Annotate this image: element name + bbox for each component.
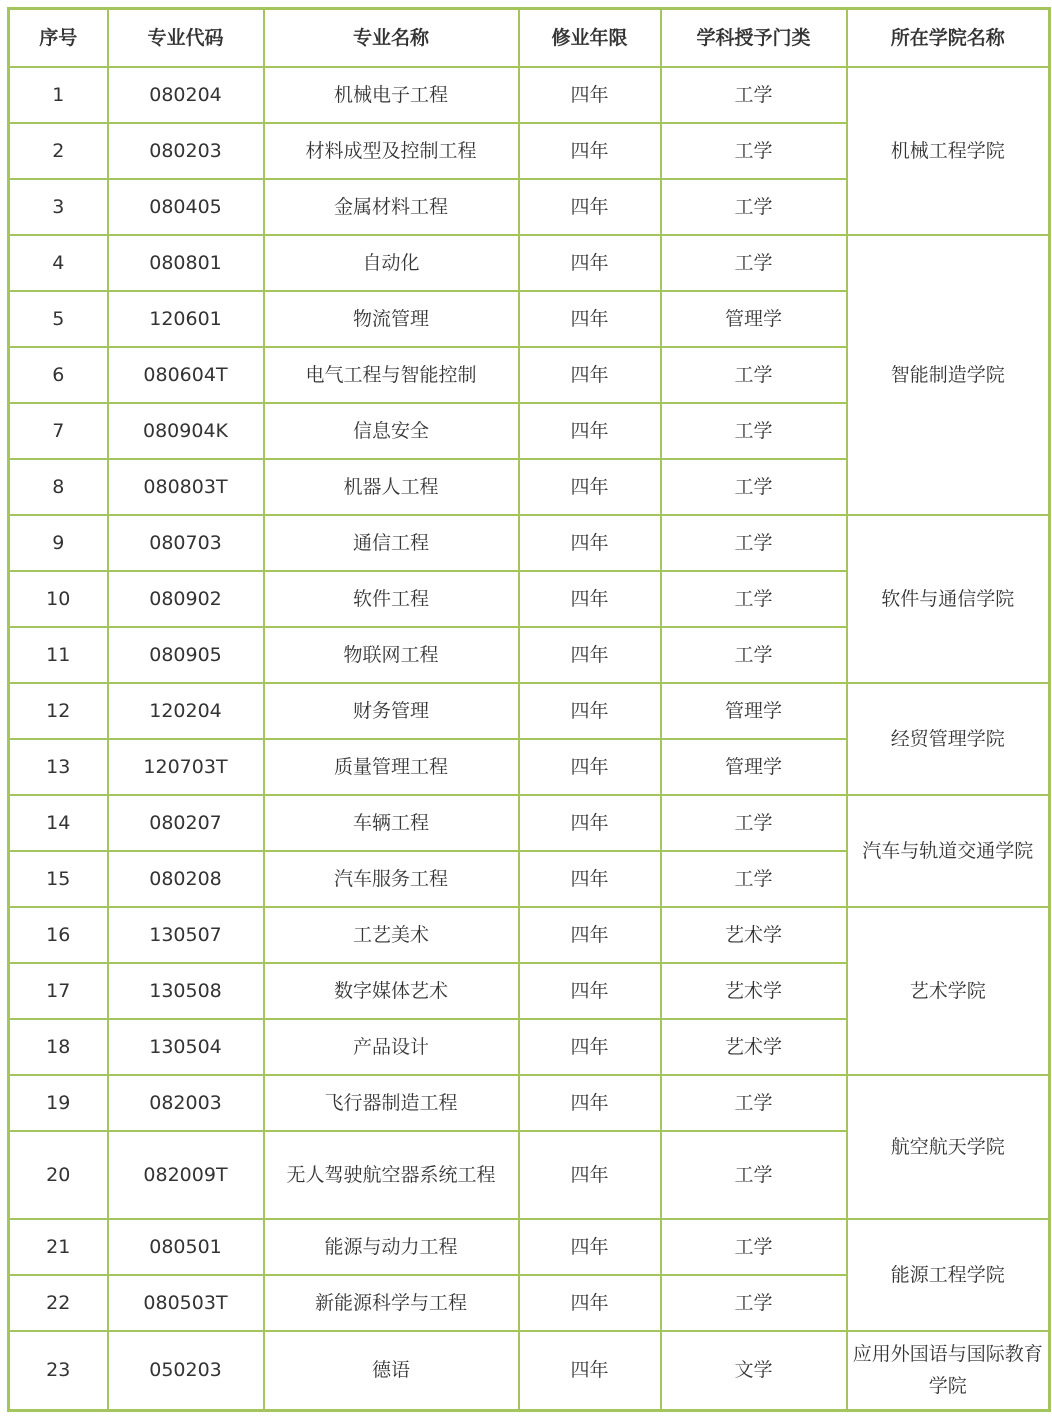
study-years: 四年 [519, 1019, 661, 1075]
study-years: 四年 [519, 67, 661, 123]
major-name: 信息安全 [264, 403, 519, 459]
major-code: 080801 [108, 235, 264, 291]
row-number: 14 [9, 795, 108, 851]
degree-category: 工学 [661, 403, 847, 459]
row-number: 1 [9, 67, 108, 123]
study-years: 四年 [519, 1131, 661, 1219]
degree-category: 工学 [661, 627, 847, 683]
row-number: 17 [9, 963, 108, 1019]
degree-category: 工学 [661, 123, 847, 179]
major-name: 工艺美术 [264, 907, 519, 963]
degree-category: 工学 [661, 1219, 847, 1275]
major-name: 飞行器制造工程 [264, 1075, 519, 1131]
study-years: 四年 [519, 347, 661, 403]
row-number: 19 [9, 1075, 108, 1131]
college-name: 应用外国语与国际教育学院 [847, 1331, 1050, 1411]
major-name: 车辆工程 [264, 795, 519, 851]
major-name: 金属材料工程 [264, 179, 519, 235]
major-name: 机器人工程 [264, 459, 519, 515]
header-code: 专业代码 [108, 9, 264, 67]
study-years: 四年 [519, 1075, 661, 1131]
college-name: 艺术学院 [847, 907, 1050, 1075]
major-name: 无人驾驶航空器系统工程 [264, 1131, 519, 1219]
major-name: 自动化 [264, 235, 519, 291]
study-years: 四年 [519, 235, 661, 291]
row-number: 12 [9, 683, 108, 739]
major-code: 130507 [108, 907, 264, 963]
degree-category: 艺术学 [661, 907, 847, 963]
degree-category: 文学 [661, 1331, 847, 1411]
study-years: 四年 [519, 459, 661, 515]
major-code: 080904K [108, 403, 264, 459]
degree-category: 工学 [661, 851, 847, 907]
degree-category: 管理学 [661, 739, 847, 795]
major-code: 080203 [108, 123, 264, 179]
degree-category: 工学 [661, 795, 847, 851]
major-code: 130504 [108, 1019, 264, 1075]
degree-category: 工学 [661, 1131, 847, 1219]
major-name: 质量管理工程 [264, 739, 519, 795]
major-name: 数字媒体艺术 [264, 963, 519, 1019]
college-name: 航空航天学院 [847, 1075, 1050, 1219]
major-code: 130508 [108, 963, 264, 1019]
row-number: 8 [9, 459, 108, 515]
table-row [9, 907, 1050, 963]
table-row [9, 1331, 1050, 1411]
major-name: 通信工程 [264, 515, 519, 571]
major-code: 080604T [108, 347, 264, 403]
row-number: 22 [9, 1275, 108, 1331]
degree-category: 工学 [661, 1275, 847, 1331]
major-name: 软件工程 [264, 571, 519, 627]
header-no: 序号 [9, 9, 108, 67]
major-name: 产品设计 [264, 1019, 519, 1075]
table-row [9, 515, 1050, 571]
major-code: 120601 [108, 291, 264, 347]
table-body [9, 67, 1050, 1411]
row-number: 23 [9, 1331, 108, 1411]
major-name: 物联网工程 [264, 627, 519, 683]
major-code: 082009T [108, 1131, 264, 1219]
study-years: 四年 [519, 403, 661, 459]
degree-category: 管理学 [661, 291, 847, 347]
major-name: 材料成型及控制工程 [264, 123, 519, 179]
degree-category: 艺术学 [661, 963, 847, 1019]
study-years: 四年 [519, 571, 661, 627]
table-row [9, 235, 1050, 291]
row-number: 10 [9, 571, 108, 627]
major-code: 080703 [108, 515, 264, 571]
row-number: 7 [9, 403, 108, 459]
degree-category: 工学 [661, 235, 847, 291]
row-number: 5 [9, 291, 108, 347]
major-code: 080204 [108, 67, 264, 123]
college-name: 经贸管理学院 [847, 683, 1050, 795]
row-number: 3 [9, 179, 108, 235]
majors-table [7, 7, 1051, 1412]
major-code: 120703T [108, 739, 264, 795]
major-name: 能源与动力工程 [264, 1219, 519, 1275]
major-code: 080207 [108, 795, 264, 851]
college-name: 汽车与轨道交通学院 [847, 795, 1050, 907]
study-years: 四年 [519, 963, 661, 1019]
study-years: 四年 [519, 515, 661, 571]
major-code: 080902 [108, 571, 264, 627]
degree-category: 工学 [661, 179, 847, 235]
major-name: 物流管理 [264, 291, 519, 347]
major-code: 082003 [108, 1075, 264, 1131]
row-number: 16 [9, 907, 108, 963]
row-number: 2 [9, 123, 108, 179]
row-number: 6 [9, 347, 108, 403]
major-code: 080503T [108, 1275, 264, 1331]
major-name: 机械电子工程 [264, 67, 519, 123]
row-number: 9 [9, 515, 108, 571]
row-number: 4 [9, 235, 108, 291]
degree-category: 工学 [661, 571, 847, 627]
study-years: 四年 [519, 627, 661, 683]
table-row [9, 67, 1050, 123]
header-name: 专业名称 [264, 9, 519, 67]
study-years: 四年 [519, 907, 661, 963]
table-row [9, 1219, 1050, 1275]
major-code: 080803T [108, 459, 264, 515]
degree-category: 工学 [661, 67, 847, 123]
study-years: 四年 [519, 851, 661, 907]
degree-category: 艺术学 [661, 1019, 847, 1075]
row-number: 15 [9, 851, 108, 907]
major-code: 120204 [108, 683, 264, 739]
study-years: 四年 [519, 795, 661, 851]
degree-category: 工学 [661, 1075, 847, 1131]
major-code: 080501 [108, 1219, 264, 1275]
header-row [9, 9, 1050, 67]
degree-category: 工学 [661, 459, 847, 515]
major-name: 德语 [264, 1331, 519, 1411]
header-college: 所在学院名称 [847, 9, 1050, 67]
table-row [9, 1075, 1050, 1131]
degree-category: 管理学 [661, 683, 847, 739]
college-name: 软件与通信学院 [847, 515, 1050, 683]
study-years: 四年 [519, 683, 661, 739]
header-category: 学科授予门类 [661, 9, 847, 67]
row-number: 21 [9, 1219, 108, 1275]
major-name: 电气工程与智能控制 [264, 347, 519, 403]
study-years: 四年 [519, 1331, 661, 1411]
major-code: 080405 [108, 179, 264, 235]
college-name: 能源工程学院 [847, 1219, 1050, 1331]
major-name: 新能源科学与工程 [264, 1275, 519, 1331]
college-name: 智能制造学院 [847, 235, 1050, 515]
degree-category: 工学 [661, 347, 847, 403]
study-years: 四年 [519, 291, 661, 347]
major-code: 080208 [108, 851, 264, 907]
study-years: 四年 [519, 1275, 661, 1331]
row-number: 11 [9, 627, 108, 683]
table-row [9, 683, 1050, 739]
study-years: 四年 [519, 1219, 661, 1275]
row-number: 20 [9, 1131, 108, 1219]
major-code: 080905 [108, 627, 264, 683]
college-name: 机械工程学院 [847, 67, 1050, 235]
study-years: 四年 [519, 179, 661, 235]
study-years: 四年 [519, 739, 661, 795]
table-row [9, 795, 1050, 851]
row-number: 18 [9, 1019, 108, 1075]
major-code: 050203 [108, 1331, 264, 1411]
major-name: 汽车服务工程 [264, 851, 519, 907]
row-number: 13 [9, 739, 108, 795]
header-years: 修业年限 [519, 9, 661, 67]
major-name: 财务管理 [264, 683, 519, 739]
degree-category: 工学 [661, 515, 847, 571]
study-years: 四年 [519, 123, 661, 179]
